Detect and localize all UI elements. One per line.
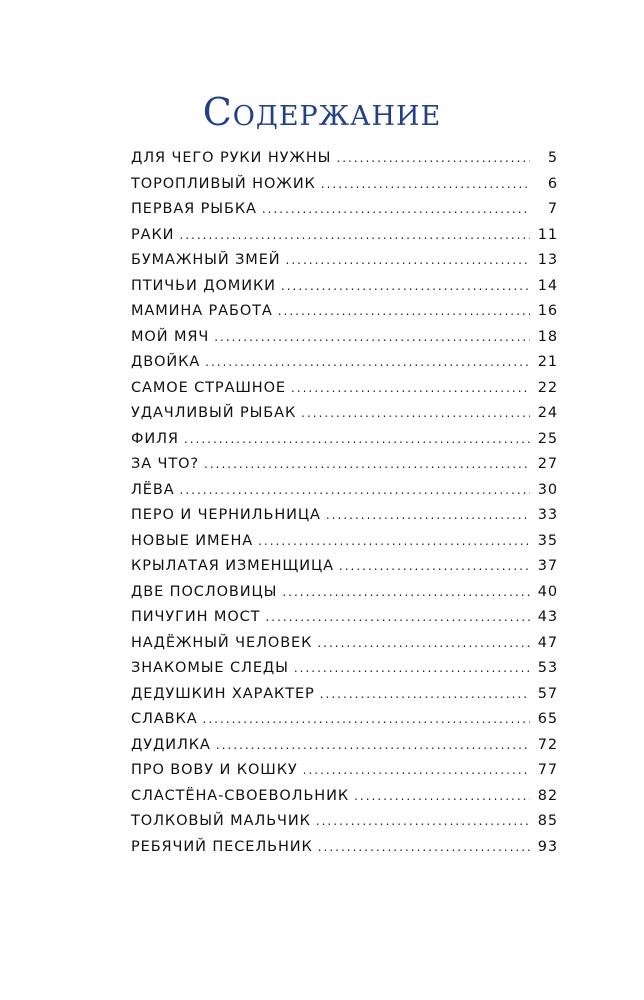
toc-entry-title: ДУДИЛКА [131, 736, 211, 753]
toc-entry-page: 21 [537, 354, 558, 370]
dot-leader [204, 457, 530, 471]
toc-entry [131, 788, 558, 814]
toc-entry [131, 839, 558, 865]
dot-leader [258, 534, 530, 548]
dot-leader [339, 559, 530, 573]
toc-entry-title: РАКИ [131, 226, 175, 243]
toc-entry [131, 252, 558, 278]
toc-entry-page: 27 [537, 456, 558, 472]
toc-entry-title: ТОЛКОВЫЙ МАЛЬЧИК [131, 813, 311, 829]
toc-entry [131, 813, 558, 839]
toc-entry-page: 65 [537, 711, 558, 727]
toc-entry-title: ДВЕ ПОСЛОВИЦЫ [131, 583, 278, 600]
toc-entry-page: 30 [537, 481, 558, 498]
toc-entry-title: ЗА ЧТО? [131, 456, 200, 472]
dot-leader [301, 406, 530, 420]
toc-entry [131, 558, 558, 584]
toc-entry-page: 33 [537, 507, 558, 523]
toc-entry [131, 635, 558, 661]
toc-entry-title: ДЕДУШКИН ХАРАКТЕР [131, 685, 315, 702]
dot-leader [179, 228, 530, 242]
toc-entry-title: ЗНАКОМЫЕ СЛЕДЫ [131, 660, 289, 676]
dot-leader [214, 330, 530, 344]
toc-entry-page: 57 [537, 685, 558, 702]
toc-entry [131, 380, 558, 406]
toc-entry-page: 77 [537, 762, 558, 778]
toc-entry-title: ПТИЧЬИ ДОМИКИ [131, 277, 276, 294]
dot-leader [180, 483, 530, 497]
dot-leader [336, 151, 530, 165]
dot-leader [294, 661, 530, 675]
dot-leader [354, 789, 530, 803]
toc-entry-page: 43 [537, 609, 558, 625]
toc-entry [131, 533, 558, 559]
page-title: Содержание [202, 90, 442, 134]
toc-entry-title: ЛЁВА [131, 481, 175, 498]
toc-entry-title: ФИЛЯ [131, 430, 179, 447]
dot-leader [320, 687, 530, 701]
toc-entry-title: ТОРОПЛИВЫЙ НОЖИК [131, 175, 316, 192]
toc-entry [131, 711, 558, 737]
dot-leader [282, 585, 530, 599]
dot-leader [318, 840, 530, 854]
dot-leader [184, 432, 530, 446]
toc-entry-title: НОВЫЕ ИМЕНА [131, 532, 254, 549]
toc-entry-title: ДЛЯ ЧЕГО РУКИ НУЖНЫ [131, 150, 332, 166]
toc-entry-title: ПЕРО И ЧЕРНИЛЬНИЦА [131, 507, 321, 523]
toc-entry [131, 431, 558, 457]
toc-entry-page: 18 [537, 328, 558, 345]
toc-entry-page: 35 [537, 532, 558, 549]
toc-entry-page: 85 [537, 813, 558, 829]
toc-entry-title: БУМАЖНЫЙ ЗМЕЙ [131, 252, 281, 268]
toc-entry [131, 456, 558, 482]
toc-entry [131, 303, 558, 329]
toc-entry-page: 5 [547, 150, 558, 166]
dot-leader [286, 253, 531, 267]
toc-entry-page: 14 [537, 277, 558, 294]
toc-entry [131, 609, 558, 635]
toc-entry-page: 82 [537, 787, 558, 804]
dot-leader [326, 508, 530, 522]
toc-entry-page: 72 [537, 736, 558, 753]
toc-entry [131, 354, 558, 380]
toc-entry [131, 278, 558, 304]
toc-entry-page: 24 [537, 405, 558, 421]
toc-entry-title: СЛАСТЁНА-СВОЕВОЛЬНИК [131, 787, 350, 804]
toc-entry-title: СЛАВКА [131, 711, 198, 727]
dot-leader [262, 202, 530, 216]
toc-entry [131, 329, 558, 355]
table-of-contents [131, 150, 558, 864]
toc-entry-page: 13 [537, 252, 558, 268]
toc-entry [131, 660, 558, 686]
toc-entry-title: МАМИНА РАБОТА [131, 303, 273, 319]
dot-leader [281, 279, 530, 293]
toc-entry-title: РЕБЯЧИЙ ПЕСЕЛЬНИК [131, 838, 313, 855]
toc-entry-title: ПИЧУГИН МОСТ [131, 609, 261, 625]
toc-entry [131, 405, 558, 431]
toc-entry-title: ПРО ВОВУ И КОШКУ [131, 762, 298, 778]
toc-entry-page: 53 [537, 660, 558, 676]
toc-entry [131, 176, 558, 202]
toc-entry-page: 93 [537, 838, 558, 855]
toc-entry-page: 16 [537, 303, 558, 319]
toc-entry [131, 584, 558, 610]
dot-leader [316, 814, 530, 828]
toc-entry-page: 40 [537, 583, 558, 600]
dot-leader [216, 738, 530, 752]
toc-entry [131, 737, 558, 763]
toc-entry-page: 37 [537, 558, 558, 574]
toc-entry-page: 6 [547, 175, 558, 192]
toc-entry [131, 686, 558, 712]
toc-entry [131, 507, 558, 533]
toc-entry-page: 47 [537, 634, 558, 651]
toc-entry [131, 150, 558, 176]
dot-leader [303, 763, 530, 777]
toc-entry [131, 227, 558, 253]
dot-leader [203, 712, 530, 726]
dot-leader [291, 381, 530, 395]
dot-leader [205, 355, 530, 369]
toc-entry [131, 482, 558, 508]
toc-entry-title: САМОЕ СТРАШНОЕ [131, 379, 286, 396]
dot-leader [278, 304, 530, 318]
toc-entry-title: НАДЁЖНЫЙ ЧЕЛОВЕК [131, 634, 313, 651]
toc-entry-title: КРЫЛАТАЯ ИЗМЕНЩИЦА [131, 558, 334, 574]
toc-entry-title: МОЙ МЯЧ [131, 328, 210, 345]
dot-leader [321, 177, 530, 191]
toc-entry-page: 7 [547, 201, 558, 217]
toc-entry-title: ДВОЙКА [131, 354, 201, 370]
toc-entry [131, 762, 558, 788]
toc-entry [131, 201, 558, 227]
toc-entry-title: УДАЧЛИВЫЙ РЫБАК [131, 405, 297, 421]
toc-entry-page: 11 [537, 226, 558, 243]
toc-entry-page: 25 [537, 430, 558, 447]
toc-entry-title: ПЕРВАЯ РЫБКА [131, 201, 257, 217]
dot-leader [317, 636, 530, 650]
toc-entry-page: 22 [537, 379, 558, 396]
dot-leader [265, 610, 530, 624]
